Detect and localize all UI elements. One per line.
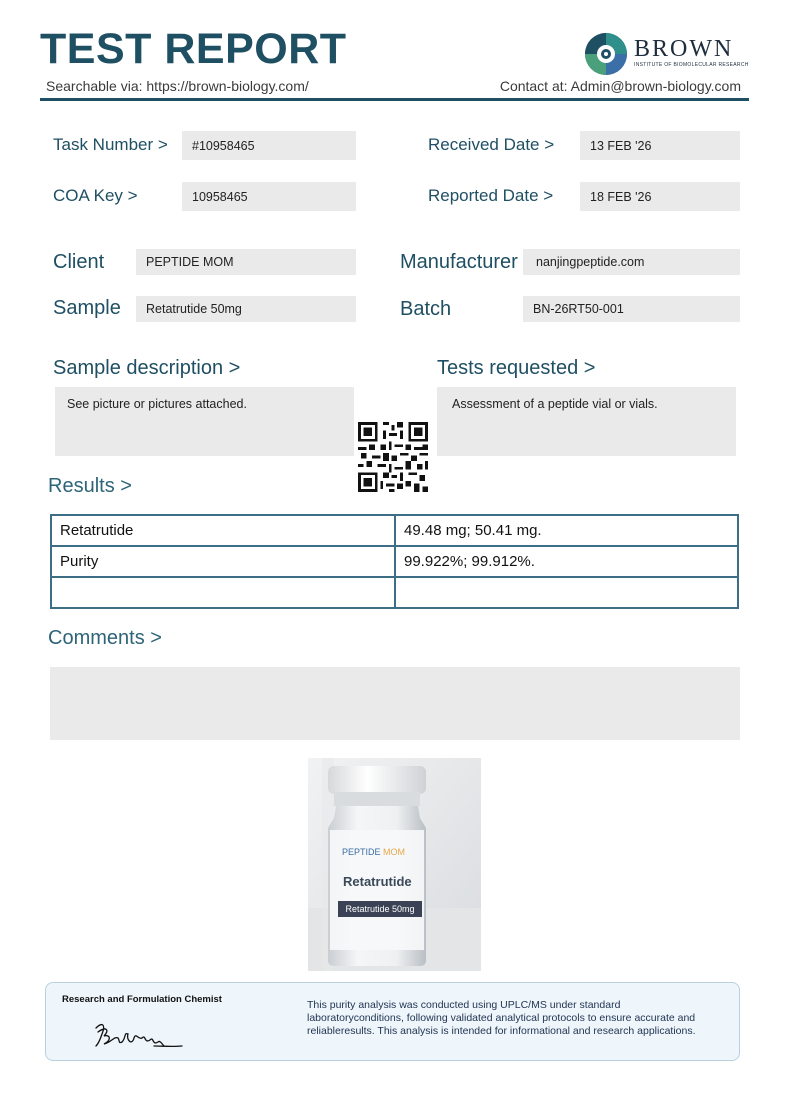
sample-description-box: See picture or pictures attached. [55, 387, 354, 456]
batch-field: BN-26RT50-001 [523, 296, 740, 322]
searchable-link[interactable]: Searchable via: https://brown-biology.com/ [46, 78, 309, 94]
result-name [51, 577, 395, 608]
disclaimer-text: This purity analysis was conducted using UPLC/MS under standard laboratoryconditions, following validated analytical protocols to ensure accurate and reliableresults. This analysis is intended for informational and research applications. [307, 999, 696, 1037]
task-number-field: #10958465 [182, 131, 356, 160]
received-date-label: Received Date > [428, 135, 555, 154]
tests-requested-box: Assessment of a peptide vial or vials. [437, 387, 736, 456]
results-table [50, 514, 739, 609]
header-divider [40, 98, 749, 101]
coa-key-label: COA Key > [53, 186, 138, 205]
vial-product-name: Retatrutide [343, 874, 412, 889]
batch-label: Batch [400, 298, 452, 320]
task-number-label: Task Number > [53, 135, 168, 154]
comments-box [50, 667, 740, 740]
client-label: Client [53, 251, 105, 273]
received-date-field: 13 FEB '26 [580, 131, 740, 160]
vial-strength-label: Retatrutide 50mg [338, 901, 422, 917]
qr-code-icon[interactable] [358, 422, 428, 492]
vial-brand [342, 847, 405, 857]
report-title: TEST REPORT [40, 25, 347, 73]
manufacturer-field: nanjingpeptide.com [523, 249, 740, 275]
table-row [51, 515, 738, 546]
client-field: PEPTIDE MOM [136, 249, 356, 275]
manufacturer-label: Manufacturer [400, 251, 518, 273]
sample-field: Retatrutide 50mg [136, 296, 356, 322]
table-row [51, 577, 738, 608]
reported-date-field: 18 FEB '26 [580, 182, 740, 211]
sample-label: Sample [53, 297, 121, 319]
table-row [51, 546, 738, 577]
result-value: 49.48 mg; 50.41 mg. [395, 515, 738, 546]
signature-image [92, 1016, 192, 1052]
sample-description-label: Sample description > [53, 357, 241, 379]
contact-email[interactable]: Contact at: Admin@brown-biology.com [499, 78, 741, 94]
comments-label: Comments > [48, 627, 162, 649]
reported-date-label: Reported Date > [428, 186, 554, 205]
logo-name: BROWN [634, 36, 734, 62]
result-name: Purity [51, 546, 395, 577]
result-value [395, 577, 738, 608]
results-label: Results > [48, 475, 132, 497]
vial-brand-prefix: PEPTIDE [342, 847, 381, 857]
chemist-title: Research and Formulation Chemist [62, 994, 222, 1005]
tests-requested-label: Tests requested > [437, 357, 596, 379]
brown-logo-icon [584, 32, 628, 76]
logo-subtitle: INSTITUTE OF BIOMOLECULAR RESEARCH [634, 62, 749, 68]
result-value: 99.922%; 99.912%. [395, 546, 738, 577]
result-name: Retatrutide [51, 515, 395, 546]
vial-photo [308, 758, 481, 971]
vial-brand-suffix: MOM [383, 847, 406, 857]
coa-key-field: 10958465 [182, 182, 356, 211]
